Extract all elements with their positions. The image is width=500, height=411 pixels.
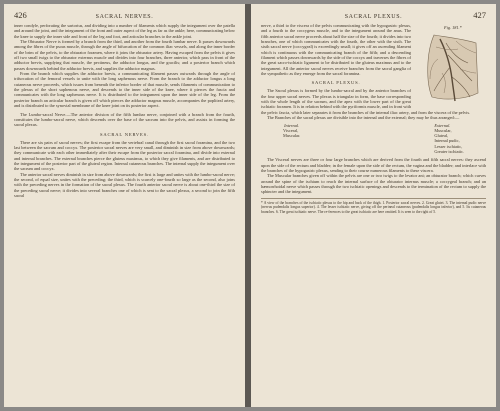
right-paragraph-plexus-1: The Sacral plexus is formed by the lumbo-sacral and by the anterior branches of the four upper sacral nerves. The plexus is triangular in form, the base corresponding with the whole length of the sacrum, and the apex with the lower part of the great ischiatic foramen. It is in relation behind with the pyriformis muscle, and in front with the pelvic fascia, which later separates it from the branches of the internal iliac artery, and from the viscera of the pelvis.: [261, 88, 471, 115]
left-running-head-title: SACRAL NERVES.: [95, 14, 154, 20]
left-paragraph-sacral-2: The anterior sacral nerves diminish in size from above downwards; the first is large and unites with the lumbo-sacral nerve; the second, of equal size, unites with the preceding; the third, which is scarcely one-fourth so large as the second, also joins with the preceding nerves in the formation of the sacral plexus. The fourth anterior sacral nerve is about one-third the size of the preceding sacral nerve; it divides into several branches one of which is sent to the sacral plexus, a second to join the fifth sacral: [14, 171, 235, 198]
left-paragraph-obturator: The Obturator Nerve is formed by a branch from the third, and another from the fourth lumbar nerve. It passes downwards among the fibres of the psoas muscle, through the angle of bifurcation of the common iliac vessels, and along the inner border of the brim of the pelvis, to the obturator foramen, where it joins the obturator artery. Having escaped from the pelvis it gives off two small twigs to the obturator externus muscle and divides into four branches, three anterior, which pass in front of the adductor brevis, supplying that muscle, the pectineus, the adductor longus, and the gracilis; and a posterior branch which passes downwards behind the adductor brevis, and supplies the adductor magnus.: [14, 39, 235, 71]
left-page: [4, 4, 245, 407]
left-paragraph-1: inner condyle, perforating the sartorius, and dividing into a number of filaments which supply the integument over the patella and around the joint, and the integument of the front and outer aspect of the leg as far as the ankle; here, communicating below the knee to supply the inner side and front of the leg and foot, and articular branches to the ankle joint.: [14, 23, 235, 39]
external-header: External.: [434, 122, 451, 128]
anatomical-figure: [416, 25, 486, 103]
right-paragraph-1: nerve, a third to the viscera of the pelvis communicating with the hypogastric plexus, and a fourth to the coccygeus muscle, and to the integument around the anus. The fifth anterior sacral nerve proceeds about half the size of the fourth; it divides into two branches, one of which communicates with the fourth, the other with the sixth. The sixth sacral nerve (coccygeal) is exceedingly small; it gives off an ascending filament which is continuous with the communicating branch of the fifth; and a descending filament which passes downwards by the side of the coccyx and traverses the fibres of the great sacro-ischiatic ligament to be distributed to the gluteus maximus and to the integument. All the anterior sacral nerves receive branches from the sacral ganglia of the sympathetic as they emerge from the sacral foramina.: [261, 23, 411, 77]
right-paragraph-plexus-2: The Branches of the sacral plexus are divisible into the internal and the external; they may be thus arranged:—: [267, 115, 460, 121]
right-paragraph-visceral: The Visceral nerves are three or four large branches which are derived from the fourth and fifth sacral nerves: they ascend upon the side of the rectum and bladder; in the female upon the side of the rectum, the vagina and the bladder; and interlace with the branches of the hypogastric plexus, sending to their course numerous filaments to these viscera.: [261, 157, 486, 173]
external-item: Muscular,: [434, 127, 452, 133]
right-page-number: 427: [473, 10, 486, 20]
branches-table: [261, 123, 486, 155]
internal-column: [283, 123, 300, 155]
external-item: Internal pudic,: [434, 138, 460, 144]
left-paragraph-sacral-1: There are six pairs of sacral nerves; the first escape from the vertebral canal through the first sacral foramina, and the two last between the sacrum and coccyx. The posterior sacral nerves are very small, and diminish in size from above downwards; they communicate with each other immediately after their escape from the posterior sacral foramina, and divide into external and internal branches. The external branches pierce the gluteus maximus, to which they give filaments, and are distributed to the integument of the posterior part of the gluteal region. Internal cutaneous branches. The internal supply the integument over the sacrum and coccyx.: [14, 139, 235, 172]
external-item: Gluteal,: [434, 133, 449, 139]
left-paragraph-lumbo-sacral: The Lumbo-sacral Nerve.—The anterior division of the fifth lumbar nerve, conjoined with a branch from the fourth, constitutes the lumbo-sacral nerve, which descends over the base of the sacrum into the pelvis, and assists in forming the sacral plexus.: [14, 111, 235, 128]
figure-label: Fig. 181.*: [444, 25, 462, 30]
right-page: [251, 4, 496, 407]
right-running-head-title: SACRAL PLEXUS.: [344, 14, 403, 20]
left-running-header: [14, 10, 235, 20]
right-paragraph-muscular: The Muscular branches given off within the pelvis are one or two twigs to the levator ani; an obturator branch; which curves around the spine of the ischium to reach the internal surface of the obturator internus muscle; a coccygeal branch; and an hæmorrhoidal nerve which passes through the two ischiatic openings and descends to the termination of the rectum to supply the sphincter and the integument.: [261, 173, 486, 195]
external-item: Lesser ischiatic,: [434, 143, 463, 149]
left-section-heading: SACRAL NERVES.: [100, 131, 149, 137]
nerve-illustration: [416, 33, 486, 103]
external-column: [434, 123, 464, 155]
external-item: Greater ischiatic.: [434, 148, 464, 154]
left-paragraph-branches: From the branch which supplies the adductor brevis, a communicating filament passes outwards through the angle of trifurcation of the femoral vessels to unite with the long saphenous nerve. From the branch to the adductor longus a long cutaneous nerve proceeds, which issues from beneath the inferior border of that muscle, sends filaments of communication to the plexus of the short saphenous nerve, and descends to the inner side of the knee, where it pierces the fascia and communicates with the long saphenous nerve. It is distributed to the integument upon the inner side of the leg. From the posterior branch an articular branch is given off which pierces the adductor magnus muscle, accompanies the popliteal artery, and is distributed to the synovial membrane of the knee joint on its posterior aspect.: [14, 71, 235, 109]
footnote: * A view of the branches of the ischiatic plexus to the hip and back of the thigh. 1. Posterior sacral nerves. 2. Great glutei. 3. The internal pudic nerve (nervus pudendalis longus superior). 4. The lesser ischiatic nerve, giving off the perineal cutaneous (pudendalis longus inferior), and 5. Its cutaneous branches. 6. The great ischiatic nerve. The re-ferences to the great ischiatic are here omitted. It is seen to the right of 5.: [261, 198, 486, 215]
right-section-heading: SACRAL PLEXUS.: [311, 80, 361, 86]
right-running-header: [261, 10, 486, 20]
left-page-number: 426: [14, 10, 27, 20]
internal-item: Muscular.: [283, 133, 301, 139]
internal-header: Internal.: [284, 122, 300, 128]
internal-item: Visceral,: [283, 127, 299, 133]
